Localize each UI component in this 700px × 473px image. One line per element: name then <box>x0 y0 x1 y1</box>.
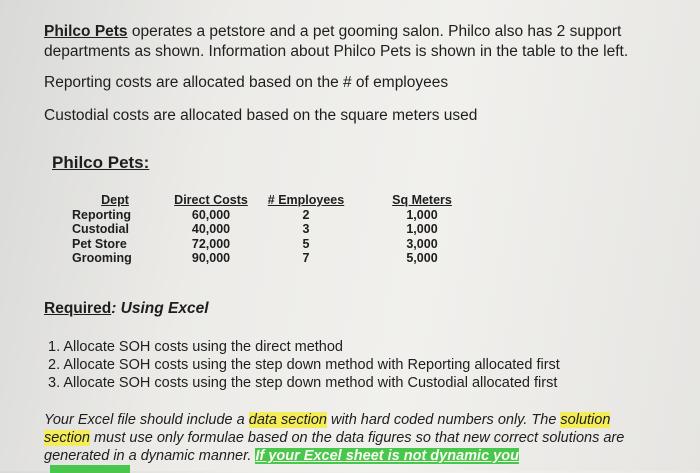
table-heading: Philco Pets: <box>52 153 150 172</box>
table-row <box>64 208 472 223</box>
reporting-allocation-line: Reporting costs are allocated based on the # of employees <box>44 74 449 91</box>
cell-dept: Grooming <box>72 251 132 265</box>
table-header-row <box>64 193 472 208</box>
table-row <box>64 251 472 266</box>
cell-sq-meters: 5,000 <box>406 251 438 265</box>
list-item: 1. Allocate SOH costs using the direct method <box>48 339 343 355</box>
cell-employees: 2 <box>302 207 310 222</box>
note-part: Your Excel file should include a <box>44 412 249 428</box>
cell-sq-meters: 1,000 <box>406 207 438 222</box>
excel-note <box>44 411 644 465</box>
required-line <box>44 300 209 318</box>
note-part: with hard coded numbers only. The <box>326 412 561 428</box>
cell-sq-meters: 3,000 <box>406 236 438 251</box>
highlight-data-section: data section <box>248 412 327 428</box>
table-row <box>64 237 472 252</box>
cell-dept: Custodial <box>72 222 129 236</box>
header-employees: # Employees <box>267 193 345 207</box>
cell-direct-costs: 40,000 <box>191 222 231 236</box>
custodial-allocation-line: Custodial costs are allocated based on the square meters used <box>44 107 478 124</box>
list-item: 3. Allocate SOH costs using the step down method with Custodial allocated first <box>48 375 558 391</box>
header-direct-costs: Direct Costs <box>174 193 248 207</box>
green-highlight-strip <box>50 465 130 473</box>
cell-employees: 7 <box>302 251 310 265</box>
intro-text: operates a petstore and a pet gooming salon. Philco also has 2 support departments as shown. Information about Philco Pets is shown in the table to the left. <box>44 23 629 60</box>
cell-dept: Pet Store <box>72 236 127 251</box>
note-part: must use only formulae based on the data figures so that new correct solutions are generated in a dynamic manner. <box>44 430 625 464</box>
highlight-dynamic-warning: If your Excel sheet is not dynamic you <box>255 448 519 464</box>
cell-employees: 5 <box>302 236 310 251</box>
cell-sq-meters: 1,000 <box>406 222 438 236</box>
intro-paragraph <box>44 22 664 62</box>
required-text: Using Excel <box>120 300 209 317</box>
table-row <box>64 222 472 237</box>
cell-direct-costs: 60,000 <box>191 207 231 222</box>
list-item: 2. Allocate SOH costs using the step down method with Reporting allocated first <box>48 357 560 373</box>
required-colon: : <box>111 300 121 317</box>
cell-direct-costs: 90,000 <box>191 251 231 265</box>
header-dept: Dept <box>101 193 129 207</box>
header-sq-meters: Sq Meters <box>392 193 452 207</box>
highlight-solution-section: solution section <box>44 412 611 446</box>
cell-employees: 3 <box>302 222 310 236</box>
required-label: Required <box>44 300 112 317</box>
data-table <box>64 193 472 266</box>
cell-dept: Reporting <box>72 207 132 222</box>
cell-direct-costs: 72,000 <box>191 236 231 251</box>
task-list <box>48 338 560 392</box>
company-name: Philco Pets <box>44 23 128 40</box>
